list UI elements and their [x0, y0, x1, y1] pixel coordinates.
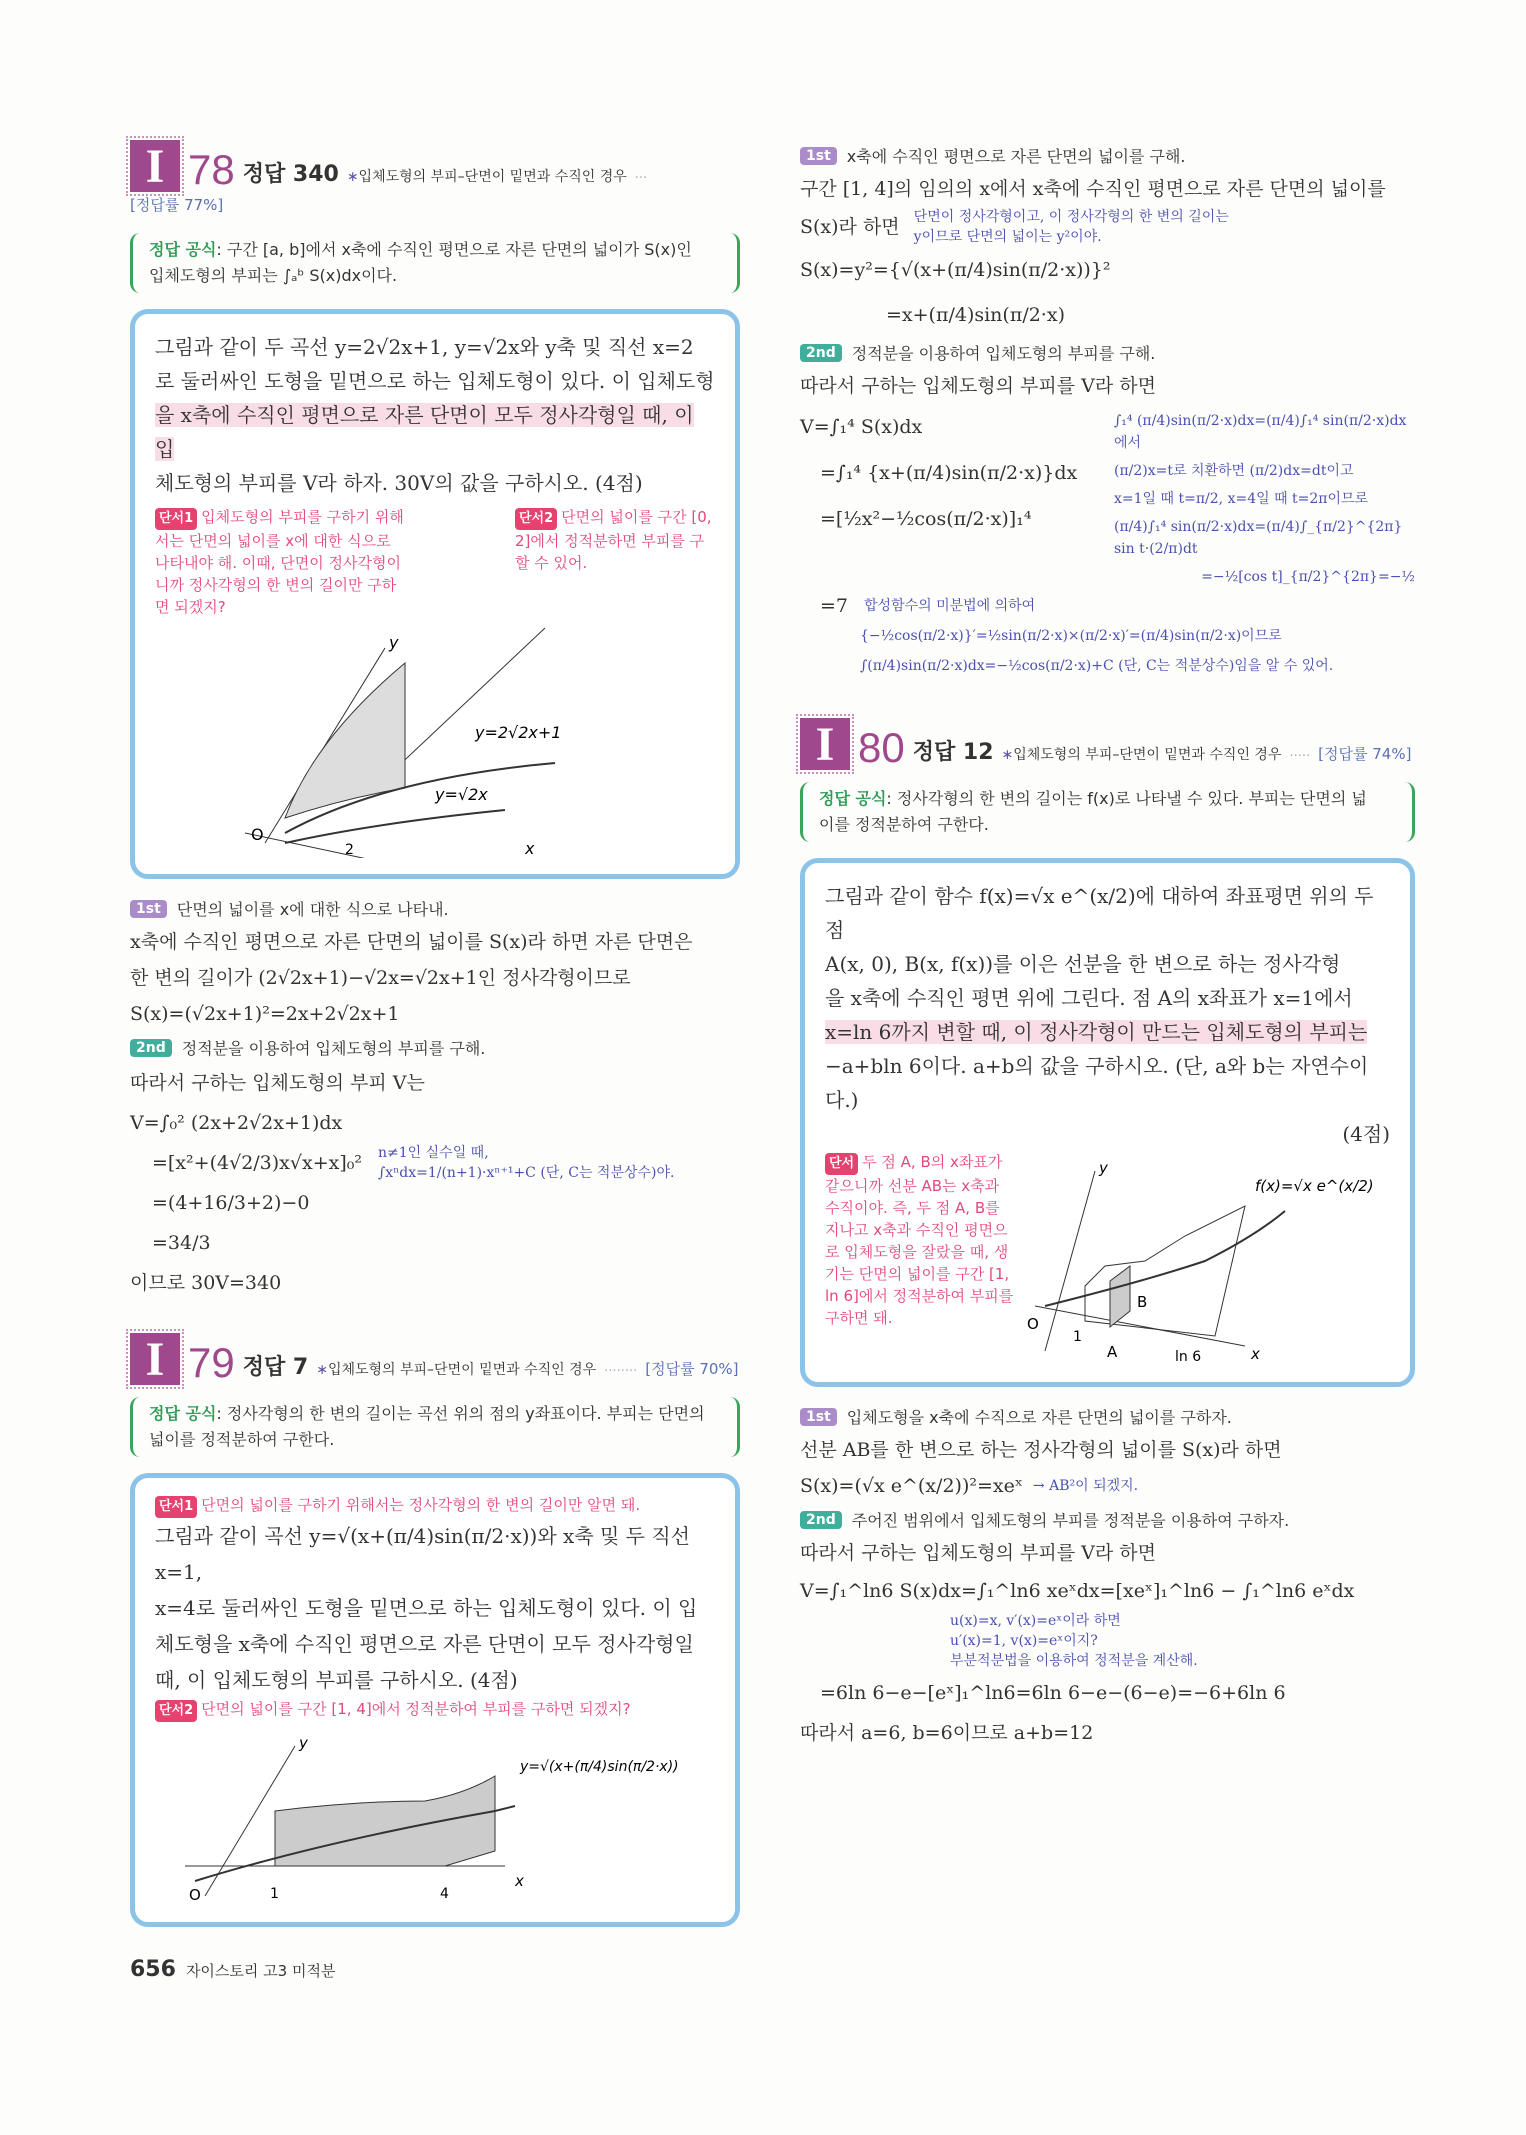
solution-line: V=∫₁⁴ S(x)dx [800, 416, 923, 438]
formula-box [800, 782, 1415, 842]
axis-label-x: x [1251, 1345, 1260, 1363]
side-note: 단면이 정사각형이고, 이 정사각형의 한 변의 길이는 y이므로 단면의 넓이는 y²이야. [913, 209, 1229, 245]
dots: ········ [604, 1364, 638, 1379]
hint: 단서 두 점 A, B의 x좌표가 같으니까 선분 AB는 x축과 수직이야. 즉, 두 점 A, B를 지나고 x축과 수직인 평면으로 입체도형을 잘랐을 때, 생기는 단면의 넓이를 구간 [1, ln 6]에서 정적분하여 부피를 구하면 돼. [825, 1153, 1014, 1327]
book-title: 자이스토리 고3 미적분 [185, 1962, 336, 1980]
problem-number: 80 [858, 724, 905, 771]
formula-label: 정답 공식 [149, 1404, 217, 1423]
curve-label: y=√(x+(π/4)sin(π/2·x)) [520, 1759, 679, 1775]
step-1-heading: 1st 단면의 넓이를 x에 대한 식으로 나타내. [130, 897, 740, 920]
problem-points: (4점) [1342, 1122, 1390, 1146]
solution-line: 이므로 30V=340 [130, 1272, 282, 1294]
step-2-heading: 2nd 정적분을 이용하여 입체도형의 부피를 구해. [130, 1036, 740, 1059]
solution-line: S(x)=y²={√(x+(π/4)sin(π/2·x))}² [800, 259, 1111, 281]
answer: 정답 340 [242, 162, 339, 187]
problem-line: 그림과 같이 함수 f(x)=√x e^(x/2)에 대하여 좌표평면 위의 두 점 [825, 884, 1374, 942]
formula-line: 입체도형의 부피는 ∫ₐᵇ S(x)dx이다. [149, 266, 398, 285]
dots: ··· [634, 171, 648, 186]
solution-line: 구간 [1, 4]의 임의의 x에서 x축에 수직인 평면으로 자른 단면의 넓이를 [800, 178, 1386, 200]
tick-label-2: 2 [345, 842, 354, 858]
solution-line: 한 변의 길이가 (2√2x+1)−√2x=√2x+1인 정사각형이므로 [130, 967, 631, 989]
formula-label: 정답 공식 [819, 789, 887, 808]
solution-line: =[½x²−½cos(π/2·x)]₁⁴ [820, 508, 1032, 530]
curve-label: f(x)=√x e^(x/2) [1255, 1177, 1374, 1195]
solution-line: =6ln 6−e−[eˣ]₁^ln6=6ln 6−e−(6−e)=−6+6ln 6 [820, 1682, 1286, 1704]
solution-line: 따라서 구하는 입체도형의 부피를 V라 하면 [800, 1542, 1156, 1564]
step-1-heading: 1st 입체도형을 x축에 수직으로 자른 단면의 넓이를 구하자. [800, 1405, 1415, 1428]
formula-line: 넓이를 정적분하여 구한다. [149, 1430, 335, 1449]
unit-badge: I [800, 718, 850, 770]
formula-box [130, 1397, 740, 1457]
axis-label-y: y [1099, 1159, 1108, 1177]
problem-box [130, 1473, 740, 1927]
origin-label: O [251, 825, 264, 844]
step-1-heading: 1st x축에 수직인 평면으로 자른 단면의 넓이를 구해. [800, 144, 1415, 167]
solid-figure-80 [1025, 1151, 1390, 1366]
unit-badge: I [130, 1333, 180, 1385]
problem-line: A(x, 0), B(x, f(x))를 이은 선분을 한 변으로 하는 정사각형 [825, 952, 1341, 976]
solution-line: V=∫₁^ln6 S(x)dx=∫₁^ln6 xeˣdx=[xeˣ]₁^ln6 − ∫₁^ln6 eˣdx [800, 1580, 1355, 1602]
curve-label-1: y=2√2x+1 [475, 723, 562, 742]
solution-line: =[x²+(4√2/3)x√x+x]₀² [152, 1152, 363, 1174]
correct-rate: [정답률 70%] [645, 1360, 739, 1378]
solution-line: S(x)=(√x e^(x/2))²=xeˣ [800, 1475, 1023, 1497]
solid-figure-79 [175, 1726, 695, 1906]
formula-line: : 정사각형의 한 변의 길이는 곡선 위의 점의 y좌표이다. 부피는 단면의 [216, 1404, 705, 1423]
formula-line: 이를 정적분하여 구한다. [819, 815, 989, 834]
solution-line: V=∫₀² (2x+2√2x+1)dx [130, 1112, 343, 1134]
solution-line: 따라서 구하는 입체도형의 부피 V는 [130, 1072, 425, 1094]
tick-label-1: 1 [1073, 1329, 1082, 1345]
problem-line: 을 x축에 수직인 평면으로 자른 단면이 모두 정사각형일 때, 이 입 [155, 403, 694, 461]
page-footer [130, 1957, 740, 1982]
problem-line: −a+bln 6이다. a+b의 값을 구하시오. (단, a와 b는 자연수이다.) [825, 1054, 1369, 1112]
problem-79-header [130, 1333, 740, 1385]
solution-line: 따라서 a=6, b=6이므로 a+b=12 [800, 1722, 1094, 1744]
side-note: 합성함수의 미분법에 의하여 [864, 598, 1036, 614]
problem-number: 78 [188, 146, 235, 193]
solution-line: =7 [820, 595, 849, 617]
correct-rate: [정답률 77%] [130, 196, 224, 214]
hint-1: 단서1 입체도형의 부피를 구하기 위해서는 단면의 넓이를 x에 대한 식으로 나타내야 해. 이때, 단면이 정사각형이니까 정사각형의 한 변의 길이만 구하면 되겠지? [155, 508, 404, 616]
substitution-note: ∫₁⁴ (π/4)sin(π/2·x)dx=(π/4)∫₁⁴ sin(π/2·x)dx에서 (π/2)x=t로 치환하면 (π/2)dx=dt이고 x=1일 때 t=π/2, x=4일 때 t=2π이므로 (π/4)∫₁⁴ sin(π/2·x)dx=(π/4)∫_{π/2}^{2π} sin t·(2/π)dt =−½[cos t]_{π/2}^{2π}=−½ [1114, 413, 1415, 585]
formula-label: 정답 공식 [149, 240, 217, 259]
tick-label-ln6: ln 6 [1175, 1349, 1202, 1365]
point-label-a: A [1107, 1343, 1118, 1361]
axis-label-y: y [299, 1734, 308, 1752]
problem-line: 체도형을 x축에 수직인 평면으로 자른 단면이 모두 정사각형일 [155, 1632, 694, 1656]
problem-line: 그림과 같이 두 곡선 y=2√2x+1, y=√2x와 y축 및 직선 x=2 [155, 335, 694, 359]
topic: ∗입체도형의 부피–단면이 밑면과 수직인 경우 [316, 1362, 597, 1378]
side-note: → AB²이 되겠지. [1032, 1478, 1139, 1494]
problem-line: 로 둘러싸인 도형을 밑면으로 하는 입체도형이 있다. 이 입체도형 [155, 369, 715, 393]
origin-label: O [189, 1886, 201, 1904]
curve-label-2: y=√2x [435, 785, 488, 804]
topic: ∗입체도형의 부피–단면이 밑면과 수직인 경우 [346, 169, 627, 185]
solution-79 [800, 144, 1415, 678]
problem-78-header [130, 140, 740, 221]
problem-line: 체도형의 부피를 V라 하자. 30V의 값을 구하시오. (4점) [155, 471, 643, 495]
point-label-b: B [1137, 1293, 1148, 1311]
origin-label: O [1027, 1315, 1039, 1333]
hint-2: 단서2 단면의 넓이를 구간 [1, 4]에서 정적분하여 부피를 구하면 되겠지? [155, 1698, 715, 1722]
unit-badge: I [130, 140, 180, 192]
page-number: 656 [130, 1957, 176, 1982]
problem-line: 을 x축에 수직인 평면 위에 그린다. 점 A의 x좌표가 x=1에서 [825, 986, 1353, 1010]
integration-by-parts-note: u(x)=x, v′(x)=eˣ이라 하면 u′(x)=1, v(x)=eˣ이지? 부분적분법을 이용하여 정적분을 계산해. [950, 1613, 1198, 1669]
formula-box [130, 233, 740, 293]
topic: ∗입체도형의 부피–단면이 밑면과 수직인 경우 [1001, 747, 1282, 763]
hint-2: 단서2 단면의 넓이를 구간 [0, 2]에서 정적분하면 부피를 구할 수 있어. [515, 508, 712, 572]
solution-line: S(x)라 하면 [800, 216, 900, 238]
solution-78 [130, 897, 740, 1303]
problem-line: x=4로 둘러싸인 도형을 밑면으로 하는 입체도형이 있다. 이 입 [155, 1596, 698, 1620]
solution-line: x축에 수직인 평면으로 자른 단면의 넓이를 S(x)라 하면 자른 단면은 [130, 931, 693, 953]
problem-box [130, 309, 740, 879]
solution-line: =x+(π/4)sin(π/2·x) [886, 304, 1065, 326]
solution-line: =34/3 [152, 1232, 211, 1254]
axis-label-x: x [525, 839, 535, 858]
solution-line: S(x)=(√2x+1)²=2x+2√2x+1 [130, 1003, 400, 1025]
tick-label-1: 1 [270, 1886, 279, 1902]
problem-line: x=ln 6까지 변할 때, 이 정사각형이 만드는 입체도형의 부피는 [825, 1020, 1368, 1044]
problem-number: 79 [188, 1339, 235, 1386]
solution-80 [800, 1405, 1415, 1751]
axis-label-y: y [389, 633, 399, 652]
formula-line: : 구간 [a, b]에서 x축에 수직인 평면으로 자른 단면의 넓이가 S(x)인 [216, 240, 692, 259]
problem-box [800, 858, 1415, 1387]
hint-1: 단서1 단면의 넓이를 구하기 위해서는 정사각형의 한 변의 길이만 알면 돼. [155, 1494, 715, 1518]
side-note: n≠1인 실수일 때, ∫xⁿdx=1/(n+1)·xⁿ⁺¹+C (단, C는 적분상수)야. [378, 1145, 675, 1181]
problem-80-header [800, 718, 1415, 770]
solution-line: =∫₁⁴ {x+(π/4)sin(π/2·x)}dx [820, 462, 1078, 484]
answer: 정답 12 [912, 740, 994, 765]
left-column [130, 140, 740, 1982]
dots: ····· [1289, 749, 1311, 764]
right-column [800, 140, 1415, 1751]
formula-line: : 정사각형의 한 변의 길이는 f(x)로 나타낼 수 있다. 부피는 단면의 넓 [886, 789, 1367, 808]
correct-rate: [정답률 74%] [1318, 745, 1412, 763]
tick-label-4: 4 [440, 1886, 449, 1902]
step-2-heading: 2nd 정적분을 이용하여 입체도형의 부피를 구해. [800, 341, 1415, 364]
solution-line: 선분 AB를 한 변으로 하는 정사각형의 넓이를 S(x)라 하면 [800, 1439, 1282, 1461]
chain-rule-note: {−½cos(π/2·x)}′=½sin(π/2·x)×(π/2·x)′=(π/4)sin(π/2·x)이므로 ∫(π/4)sin(π/2·x)dx=−½cos(π/2·x)+C (단, C는 적분상수)임을 알 수 있어. [860, 628, 1334, 674]
answer: 정답 7 [242, 1355, 309, 1380]
step-2-heading: 2nd 주어진 범위에서 입체도형의 부피를 정적분을 이용하여 구하자. [800, 1508, 1415, 1531]
problem-line: 그림과 같이 곡선 y=√(x+(π/4)sin(π/2·x))와 x축 및 두 직선 x=1, [155, 1524, 690, 1584]
solution-line: =(4+16/3+2)−0 [152, 1192, 310, 1214]
solid-figure-78 [225, 618, 645, 858]
axis-label-x: x [515, 1872, 524, 1890]
problem-line: 때, 이 입체도형의 부피를 구하시오. (4점) [155, 1668, 518, 1692]
solution-line: 따라서 구하는 입체도형의 부피를 V라 하면 [800, 375, 1156, 397]
